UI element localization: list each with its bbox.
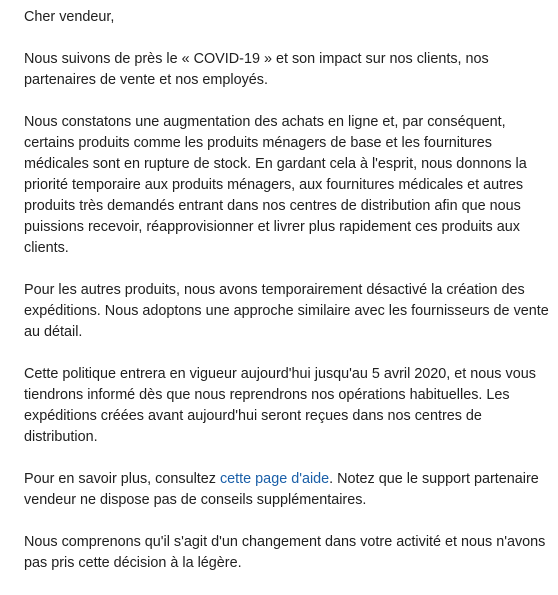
email-body [24, 7, 556, 595]
email-paragraph-priority: Nous constatons une augmentation des achats en ligne et, par conséquent, certains produits comme les produits ménagers de base et les fournitures médicales sont en rupture de stock. En gardant cela à l'esprit, nous donnons la priorité temporaire aux produits ménagers, aux fournitures médicales et autres produits très demandés entrant dans nos centres de distribution afin que nous puissions recevoir, réapprovisionner et livrer plus rapidement ces produits aux clients. [24, 114, 527, 256]
email-paragraph-covid-intro: Nous suivons de près le « COVID-19 » et son impact sur nos clients, nos partenaires de vente et nos employés. [24, 51, 489, 88]
email-greeting: Cher vendeur, [24, 9, 115, 25]
help-page-link[interactable]: cette page d'aide [219, 471, 330, 487]
email-paragraph-help [24, 469, 556, 511]
email-paragraph-policy-dates: Cette politique entrera en vigueur aujourd'hui jusqu'au 5 avril 2020, et nous vous tiendrons informé dès que nous reprendrons nos opérations habituelles. Les expéditions créées avant aujourd'hui seront reçues dans nos centres de distribution. [24, 366, 536, 445]
email-paragraph-shipments-disabled: Pour les autres produits, nous avons temporairement désactivé la création des expéditions. Nous adoptons une approche similaire avec les fournisseurs de vente au détail. [24, 282, 549, 340]
email-paragraph-closing: Nous comprenons qu'il s'agit d'un changement dans votre activité et nous n'avons pas pris cette décision à la légère. [24, 534, 546, 571]
help-text-after: . Notez que le support partenaire vendeur ne dispose pas de conseils supplémentaires. [24, 471, 539, 508]
help-text-before: Pour en savoir plus, consultez [24, 471, 220, 487]
